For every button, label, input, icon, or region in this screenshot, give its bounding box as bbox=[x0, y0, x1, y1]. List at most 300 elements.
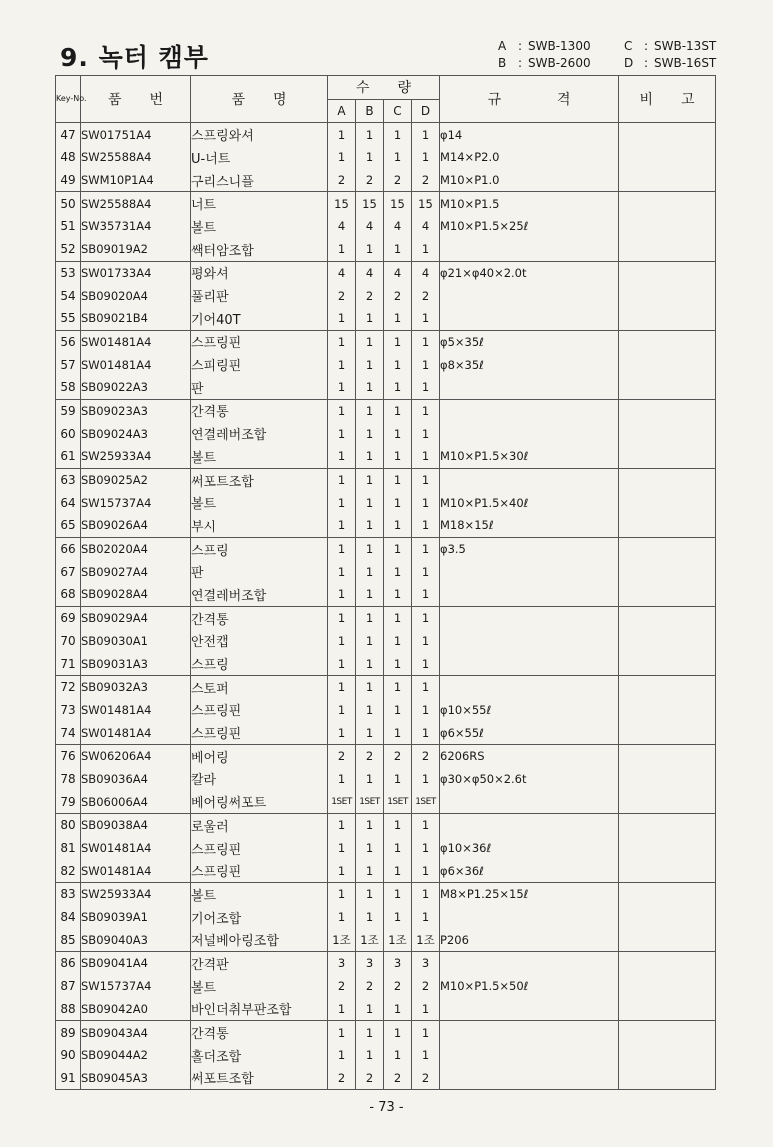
model-legend-row bbox=[498, 55, 750, 72]
cell-qty-b: 1 bbox=[356, 675, 384, 698]
table-row bbox=[56, 376, 716, 399]
cell-qty-c: 1 bbox=[384, 768, 412, 791]
cell-part-no: SB09041A4 bbox=[81, 952, 191, 975]
cell-part-name: 바인더취부판조합 bbox=[191, 998, 328, 1021]
cell-qty-a: 4 bbox=[328, 215, 356, 238]
table-row bbox=[56, 169, 716, 192]
cell-key-no: 81 bbox=[56, 837, 81, 860]
cell-qty-d: 1 bbox=[412, 514, 440, 537]
cell-note bbox=[619, 675, 716, 698]
cell-spec: M10×P1.0 bbox=[440, 169, 619, 192]
cell-qty-c: 1 bbox=[384, 560, 412, 583]
cell-qty-c: 1 bbox=[384, 422, 412, 445]
cell-part-no: SB09043A4 bbox=[81, 1021, 191, 1044]
table-row bbox=[56, 606, 716, 629]
cell-part-no: SB09031A3 bbox=[81, 652, 191, 675]
cell-qty-b: 4 bbox=[356, 261, 384, 284]
cell-part-no: SB09030A1 bbox=[81, 630, 191, 653]
header-qty-a: A bbox=[328, 99, 356, 123]
cell-key-no: 88 bbox=[56, 998, 81, 1021]
cell-part-name: 연결레버조합 bbox=[191, 583, 328, 606]
cell-key-no: 82 bbox=[56, 859, 81, 882]
cell-spec: M10×P1.5×25ℓ bbox=[440, 215, 619, 238]
cell-qty-a: 1 bbox=[328, 837, 356, 860]
header-qty-c: C bbox=[384, 99, 412, 123]
cell-qty-c: 1 bbox=[384, 238, 412, 261]
cell-qty-a: 1 bbox=[328, 353, 356, 376]
cell-spec bbox=[440, 560, 619, 583]
cell-qty-d: 1 bbox=[412, 376, 440, 399]
cell-spec bbox=[440, 1021, 619, 1044]
cell-key-no: 85 bbox=[56, 928, 81, 951]
cell-qty-d: 15 bbox=[412, 192, 440, 215]
cell-key-no: 90 bbox=[56, 1044, 81, 1067]
header-spec: 규 격 bbox=[440, 76, 619, 123]
cell-qty-a: 2 bbox=[328, 169, 356, 192]
cell-note bbox=[619, 699, 716, 722]
cell-qty-b: 1 bbox=[356, 768, 384, 791]
cell-qty-c: 3 bbox=[384, 952, 412, 975]
cell-note bbox=[619, 353, 716, 376]
model-name: SWB-1300 bbox=[528, 39, 591, 53]
cell-key-no: 60 bbox=[56, 422, 81, 445]
cell-qty-c: 1 bbox=[384, 699, 412, 722]
table-row bbox=[56, 952, 716, 975]
cell-qty-d: 2 bbox=[412, 744, 440, 767]
cell-spec bbox=[440, 675, 619, 698]
cell-note bbox=[619, 215, 716, 238]
cell-qty-d: 1 bbox=[412, 814, 440, 837]
cell-note bbox=[619, 1067, 716, 1090]
cell-qty-c: 1 bbox=[384, 399, 412, 422]
cell-note bbox=[619, 928, 716, 951]
cell-part-no: SW25933A4 bbox=[81, 883, 191, 906]
cell-qty-b: 1 bbox=[356, 606, 384, 629]
cell-spec: φ21×φ40×2.0t bbox=[440, 261, 619, 284]
cell-spec bbox=[440, 307, 619, 330]
cell-part-name: 풀리판 bbox=[191, 284, 328, 307]
cell-part-name: 스프링핀 bbox=[191, 330, 328, 353]
cell-part-no: SB09020A4 bbox=[81, 284, 191, 307]
cell-qty-b: 1 bbox=[356, 699, 384, 722]
cell-note bbox=[619, 422, 716, 445]
cell-spec: φ14 bbox=[440, 123, 619, 146]
table-row bbox=[56, 583, 716, 606]
cell-qty-a: 1 bbox=[328, 768, 356, 791]
cell-qty-a: 1 bbox=[328, 399, 356, 422]
cell-part-name: 홀더조합 bbox=[191, 1044, 328, 1067]
cell-qty-a: 1 bbox=[328, 906, 356, 929]
table-body bbox=[56, 123, 716, 1090]
cell-qty-a: 1 bbox=[328, 514, 356, 537]
cell-qty-c: 1 bbox=[384, 583, 412, 606]
cell-key-no: 86 bbox=[56, 952, 81, 975]
cell-spec bbox=[440, 790, 619, 813]
cell-qty-d: 1 bbox=[412, 699, 440, 722]
model-code: B bbox=[498, 56, 507, 70]
header-quantity: 수 량 bbox=[328, 76, 440, 100]
model-code: C bbox=[624, 39, 633, 53]
cell-key-no: 79 bbox=[56, 790, 81, 813]
table-row bbox=[56, 537, 716, 560]
cell-key-no: 51 bbox=[56, 215, 81, 238]
cell-part-no: SW25933A4 bbox=[81, 445, 191, 468]
cell-qty-c: 1 bbox=[384, 630, 412, 653]
cell-key-no: 84 bbox=[56, 906, 81, 929]
cell-qty-a: 1 bbox=[328, 146, 356, 169]
table-row bbox=[56, 1044, 716, 1067]
cell-spec: P206 bbox=[440, 928, 619, 951]
cell-note bbox=[619, 630, 716, 653]
cell-qty-b: 4 bbox=[356, 215, 384, 238]
cell-qty-c: 1조 bbox=[384, 928, 412, 951]
model-separator: : bbox=[517, 56, 523, 70]
cell-qty-b: 1 bbox=[356, 146, 384, 169]
page-title: 9. 녹터 캠부 bbox=[60, 43, 209, 72]
cell-qty-b: 1 bbox=[356, 998, 384, 1021]
cell-spec: φ5×35ℓ bbox=[440, 330, 619, 353]
cell-note bbox=[619, 468, 716, 491]
cell-part-no: SB09019A2 bbox=[81, 238, 191, 261]
model-name: SWB-16ST bbox=[654, 56, 717, 70]
cell-spec: M10×P1.5×30ℓ bbox=[440, 445, 619, 468]
table-row bbox=[56, 307, 716, 330]
cell-qty-d: 1 bbox=[412, 1044, 440, 1067]
table-row bbox=[56, 514, 716, 537]
cell-part-no: SB09027A4 bbox=[81, 560, 191, 583]
cell-qty-a: 1 bbox=[328, 307, 356, 330]
cell-qty-b: 1 bbox=[356, 422, 384, 445]
cell-qty-b: 15 bbox=[356, 192, 384, 215]
cell-qty-d: 1 bbox=[412, 422, 440, 445]
cell-key-no: 67 bbox=[56, 560, 81, 583]
cell-qty-a: 1 bbox=[328, 859, 356, 882]
cell-part-no: SB09044A2 bbox=[81, 1044, 191, 1067]
cell-key-no: 91 bbox=[56, 1067, 81, 1090]
cell-qty-b: 1 bbox=[356, 837, 384, 860]
cell-qty-b: 1 bbox=[356, 307, 384, 330]
table-header bbox=[56, 76, 716, 123]
cell-key-no: 61 bbox=[56, 445, 81, 468]
cell-note bbox=[619, 146, 716, 169]
table-row bbox=[56, 445, 716, 468]
cell-part-name: 스프링 bbox=[191, 652, 328, 675]
cell-qty-a: 2 bbox=[328, 1067, 356, 1090]
cell-qty-a: 1 bbox=[328, 468, 356, 491]
model-separator: : bbox=[643, 39, 649, 53]
cell-part-no: SB09042A0 bbox=[81, 998, 191, 1021]
cell-part-name: 써포트조합 bbox=[191, 1067, 328, 1090]
table-row bbox=[56, 768, 716, 791]
cell-key-no: 57 bbox=[56, 353, 81, 376]
cell-part-name: 볼트 bbox=[191, 445, 328, 468]
cell-part-no: SW01481A4 bbox=[81, 330, 191, 353]
cell-key-no: 76 bbox=[56, 744, 81, 767]
cell-qty-d: 1 bbox=[412, 998, 440, 1021]
table-row bbox=[56, 353, 716, 376]
table-row bbox=[56, 215, 716, 238]
cell-qty-d: 2 bbox=[412, 1067, 440, 1090]
cell-qty-a: 1 bbox=[328, 537, 356, 560]
cell-note bbox=[619, 790, 716, 813]
cell-part-name: 스프링핀 bbox=[191, 721, 328, 744]
table-row bbox=[56, 744, 716, 767]
cell-qty-c: 1 bbox=[384, 353, 412, 376]
cell-note bbox=[619, 330, 716, 353]
cell-note bbox=[619, 192, 716, 215]
cell-qty-d: 1 bbox=[412, 652, 440, 675]
cell-qty-b: 1 bbox=[356, 859, 384, 882]
cell-part-name: 판 bbox=[191, 376, 328, 399]
cell-qty-a: 1 bbox=[328, 238, 356, 261]
table-row bbox=[56, 906, 716, 929]
cell-part-no: SW06206A4 bbox=[81, 744, 191, 767]
model-legend bbox=[498, 38, 750, 72]
cell-part-name: 로울러 bbox=[191, 814, 328, 837]
model-legend-row bbox=[498, 38, 750, 55]
header-key-no: Key-No. bbox=[56, 76, 81, 123]
cell-part-no: SB09025A2 bbox=[81, 468, 191, 491]
cell-part-name: 스프링핀 bbox=[191, 837, 328, 860]
cell-note bbox=[619, 537, 716, 560]
cell-qty-d: 2 bbox=[412, 284, 440, 307]
cell-note bbox=[619, 906, 716, 929]
table-row bbox=[56, 491, 716, 514]
cell-spec bbox=[440, 399, 619, 422]
cell-qty-a: 1 bbox=[328, 583, 356, 606]
cell-qty-c: 1 bbox=[384, 330, 412, 353]
cell-key-no: 78 bbox=[56, 768, 81, 791]
cell-qty-c: 1 bbox=[384, 1021, 412, 1044]
cell-spec bbox=[440, 630, 619, 653]
cell-qty-c: 1 bbox=[384, 837, 412, 860]
cell-qty-a: 1조 bbox=[328, 928, 356, 951]
cell-part-no: SWM10P1A4 bbox=[81, 169, 191, 192]
header-part-name: 품 명 bbox=[191, 76, 328, 123]
cell-key-no: 56 bbox=[56, 330, 81, 353]
cell-note bbox=[619, 883, 716, 906]
cell-qty-c: 1 bbox=[384, 468, 412, 491]
cell-spec: M18×15ℓ bbox=[440, 514, 619, 537]
cell-key-no: 55 bbox=[56, 307, 81, 330]
cell-qty-d: 1 bbox=[412, 560, 440, 583]
cell-key-no: 64 bbox=[56, 491, 81, 514]
cell-qty-a: 1 bbox=[328, 376, 356, 399]
cell-part-no: SW01481A4 bbox=[81, 699, 191, 722]
cell-note bbox=[619, 744, 716, 767]
cell-key-no: 58 bbox=[56, 376, 81, 399]
cell-qty-a: 2 bbox=[328, 975, 356, 998]
cell-qty-b: 1 bbox=[356, 583, 384, 606]
cell-key-no: 72 bbox=[56, 675, 81, 698]
cell-qty-c: 1 bbox=[384, 998, 412, 1021]
cell-qty-d: 1 bbox=[412, 906, 440, 929]
cell-key-no: 80 bbox=[56, 814, 81, 837]
cell-qty-a: 1 bbox=[328, 883, 356, 906]
cell-qty-c: 1 bbox=[384, 537, 412, 560]
cell-key-no: 49 bbox=[56, 169, 81, 192]
table-row bbox=[56, 630, 716, 653]
cell-qty-b: 1 bbox=[356, 630, 384, 653]
cell-note bbox=[619, 376, 716, 399]
cell-part-name: 기어40T bbox=[191, 307, 328, 330]
cell-note bbox=[619, 307, 716, 330]
cell-key-no: 87 bbox=[56, 975, 81, 998]
cell-qty-a: 1 bbox=[328, 630, 356, 653]
table-row bbox=[56, 399, 716, 422]
cell-qty-d: 1 bbox=[412, 859, 440, 882]
cell-part-no: SW01481A4 bbox=[81, 353, 191, 376]
cell-qty-b: 1 bbox=[356, 514, 384, 537]
cell-spec bbox=[440, 998, 619, 1021]
cell-qty-d: 4 bbox=[412, 261, 440, 284]
cell-note bbox=[619, 975, 716, 998]
cell-qty-d: 2 bbox=[412, 169, 440, 192]
cell-spec: M10×P1.5×40ℓ bbox=[440, 491, 619, 514]
cell-qty-a: 1 bbox=[328, 1021, 356, 1044]
cell-spec: φ6×55ℓ bbox=[440, 721, 619, 744]
cell-part-no: SB09045A3 bbox=[81, 1067, 191, 1090]
cell-note bbox=[619, 583, 716, 606]
cell-spec bbox=[440, 652, 619, 675]
cell-spec: M10×P1.5×50ℓ bbox=[440, 975, 619, 998]
cell-qty-b: 1 bbox=[356, 238, 384, 261]
cell-note bbox=[619, 768, 716, 791]
cell-part-name: 평와셔 bbox=[191, 261, 328, 284]
cell-qty-c: 1 bbox=[384, 307, 412, 330]
cell-spec bbox=[440, 1044, 619, 1067]
cell-qty-c: 15 bbox=[384, 192, 412, 215]
cell-qty-c: 1 bbox=[384, 514, 412, 537]
cell-spec bbox=[440, 952, 619, 975]
cell-spec: M10×P1.5 bbox=[440, 192, 619, 215]
cell-key-no: 54 bbox=[56, 284, 81, 307]
cell-part-name: 너트 bbox=[191, 192, 328, 215]
model-code: D bbox=[624, 56, 634, 70]
cell-qty-c: 1SET bbox=[384, 790, 412, 813]
cell-spec: M8×P1.25×15ℓ bbox=[440, 883, 619, 906]
cell-qty-d: 1 bbox=[412, 721, 440, 744]
cell-key-no: 50 bbox=[56, 192, 81, 215]
cell-part-name: 간격통 bbox=[191, 1021, 328, 1044]
table-row bbox=[56, 330, 716, 353]
parts-table bbox=[55, 75, 716, 1090]
cell-part-no: SB09040A3 bbox=[81, 928, 191, 951]
cell-qty-a: 1 bbox=[328, 491, 356, 514]
cell-note bbox=[619, 721, 716, 744]
cell-spec bbox=[440, 1067, 619, 1090]
cell-qty-b: 1 bbox=[356, 330, 384, 353]
table-row bbox=[56, 146, 716, 169]
cell-qty-a: 1 bbox=[328, 422, 356, 445]
cell-qty-a: 1 bbox=[328, 699, 356, 722]
cell-part-name: 볼트 bbox=[191, 975, 328, 998]
cell-qty-d: 1 bbox=[412, 768, 440, 791]
cell-note bbox=[619, 859, 716, 882]
cell-part-no: SB06006A4 bbox=[81, 790, 191, 813]
cell-key-no: 63 bbox=[56, 468, 81, 491]
cell-note bbox=[619, 606, 716, 629]
cell-qty-b: 1 bbox=[356, 883, 384, 906]
cell-qty-b: 3 bbox=[356, 952, 384, 975]
cell-qty-c: 1 bbox=[384, 652, 412, 675]
table-row bbox=[56, 468, 716, 491]
table-row bbox=[56, 652, 716, 675]
cell-qty-a: 2 bbox=[328, 284, 356, 307]
cell-qty-d: 4 bbox=[412, 215, 440, 238]
cell-note bbox=[619, 399, 716, 422]
cell-qty-b: 1 bbox=[356, 445, 384, 468]
cell-part-no: SB09028A4 bbox=[81, 583, 191, 606]
cell-qty-d: 1 bbox=[412, 630, 440, 653]
table-row bbox=[56, 721, 716, 744]
cell-part-no: SB02020A4 bbox=[81, 537, 191, 560]
cell-spec bbox=[440, 468, 619, 491]
cell-note bbox=[619, 560, 716, 583]
cell-part-no: SB09022A3 bbox=[81, 376, 191, 399]
cell-key-no: 59 bbox=[56, 399, 81, 422]
cell-part-no: SB09026A4 bbox=[81, 514, 191, 537]
table-row bbox=[56, 192, 716, 215]
cell-part-no: SW01751A4 bbox=[81, 123, 191, 146]
table-row bbox=[56, 837, 716, 860]
cell-qty-b: 1 bbox=[356, 814, 384, 837]
cell-note bbox=[619, 284, 716, 307]
cell-key-no: 73 bbox=[56, 699, 81, 722]
cell-key-no: 70 bbox=[56, 630, 81, 653]
cell-qty-b: 2 bbox=[356, 169, 384, 192]
cell-part-name: 저널베아링조합 bbox=[191, 928, 328, 951]
cell-qty-a: 1SET bbox=[328, 790, 356, 813]
cell-qty-d: 1 bbox=[412, 837, 440, 860]
cell-part-name: 스프링 bbox=[191, 537, 328, 560]
cell-part-name: 볼트 bbox=[191, 491, 328, 514]
cell-part-no: SB09023A3 bbox=[81, 399, 191, 422]
cell-key-no: 52 bbox=[56, 238, 81, 261]
cell-note bbox=[619, 998, 716, 1021]
cell-qty-b: 1 bbox=[356, 906, 384, 929]
cell-note bbox=[619, 1044, 716, 1067]
cell-spec: 6206RS bbox=[440, 744, 619, 767]
cell-part-name: 스피링핀 bbox=[191, 353, 328, 376]
table-row bbox=[56, 859, 716, 882]
cell-part-no: SW15737A4 bbox=[81, 491, 191, 514]
table-row bbox=[56, 928, 716, 951]
cell-spec: φ30×φ50×2.6t bbox=[440, 768, 619, 791]
table-row bbox=[56, 790, 716, 813]
cell-key-no: 71 bbox=[56, 652, 81, 675]
cell-part-name: 기어조합 bbox=[191, 906, 328, 929]
cell-spec bbox=[440, 814, 619, 837]
cell-part-name: 스토퍼 bbox=[191, 675, 328, 698]
cell-qty-b: 2 bbox=[356, 1067, 384, 1090]
table-row bbox=[56, 998, 716, 1021]
cell-qty-a: 1 bbox=[328, 560, 356, 583]
cell-qty-b: 1SET bbox=[356, 790, 384, 813]
cell-note bbox=[619, 514, 716, 537]
cell-spec bbox=[440, 376, 619, 399]
cell-spec: φ10×36ℓ bbox=[440, 837, 619, 860]
cell-qty-b: 1 bbox=[356, 123, 384, 146]
cell-part-name: 볼트 bbox=[191, 883, 328, 906]
cell-part-name: 베어링 bbox=[191, 744, 328, 767]
cell-qty-c: 2 bbox=[384, 975, 412, 998]
cell-key-no: 74 bbox=[56, 721, 81, 744]
cell-qty-d: 2 bbox=[412, 975, 440, 998]
cell-spec: φ10×55ℓ bbox=[440, 699, 619, 722]
cell-spec bbox=[440, 238, 619, 261]
cell-qty-a: 1 bbox=[328, 123, 356, 146]
